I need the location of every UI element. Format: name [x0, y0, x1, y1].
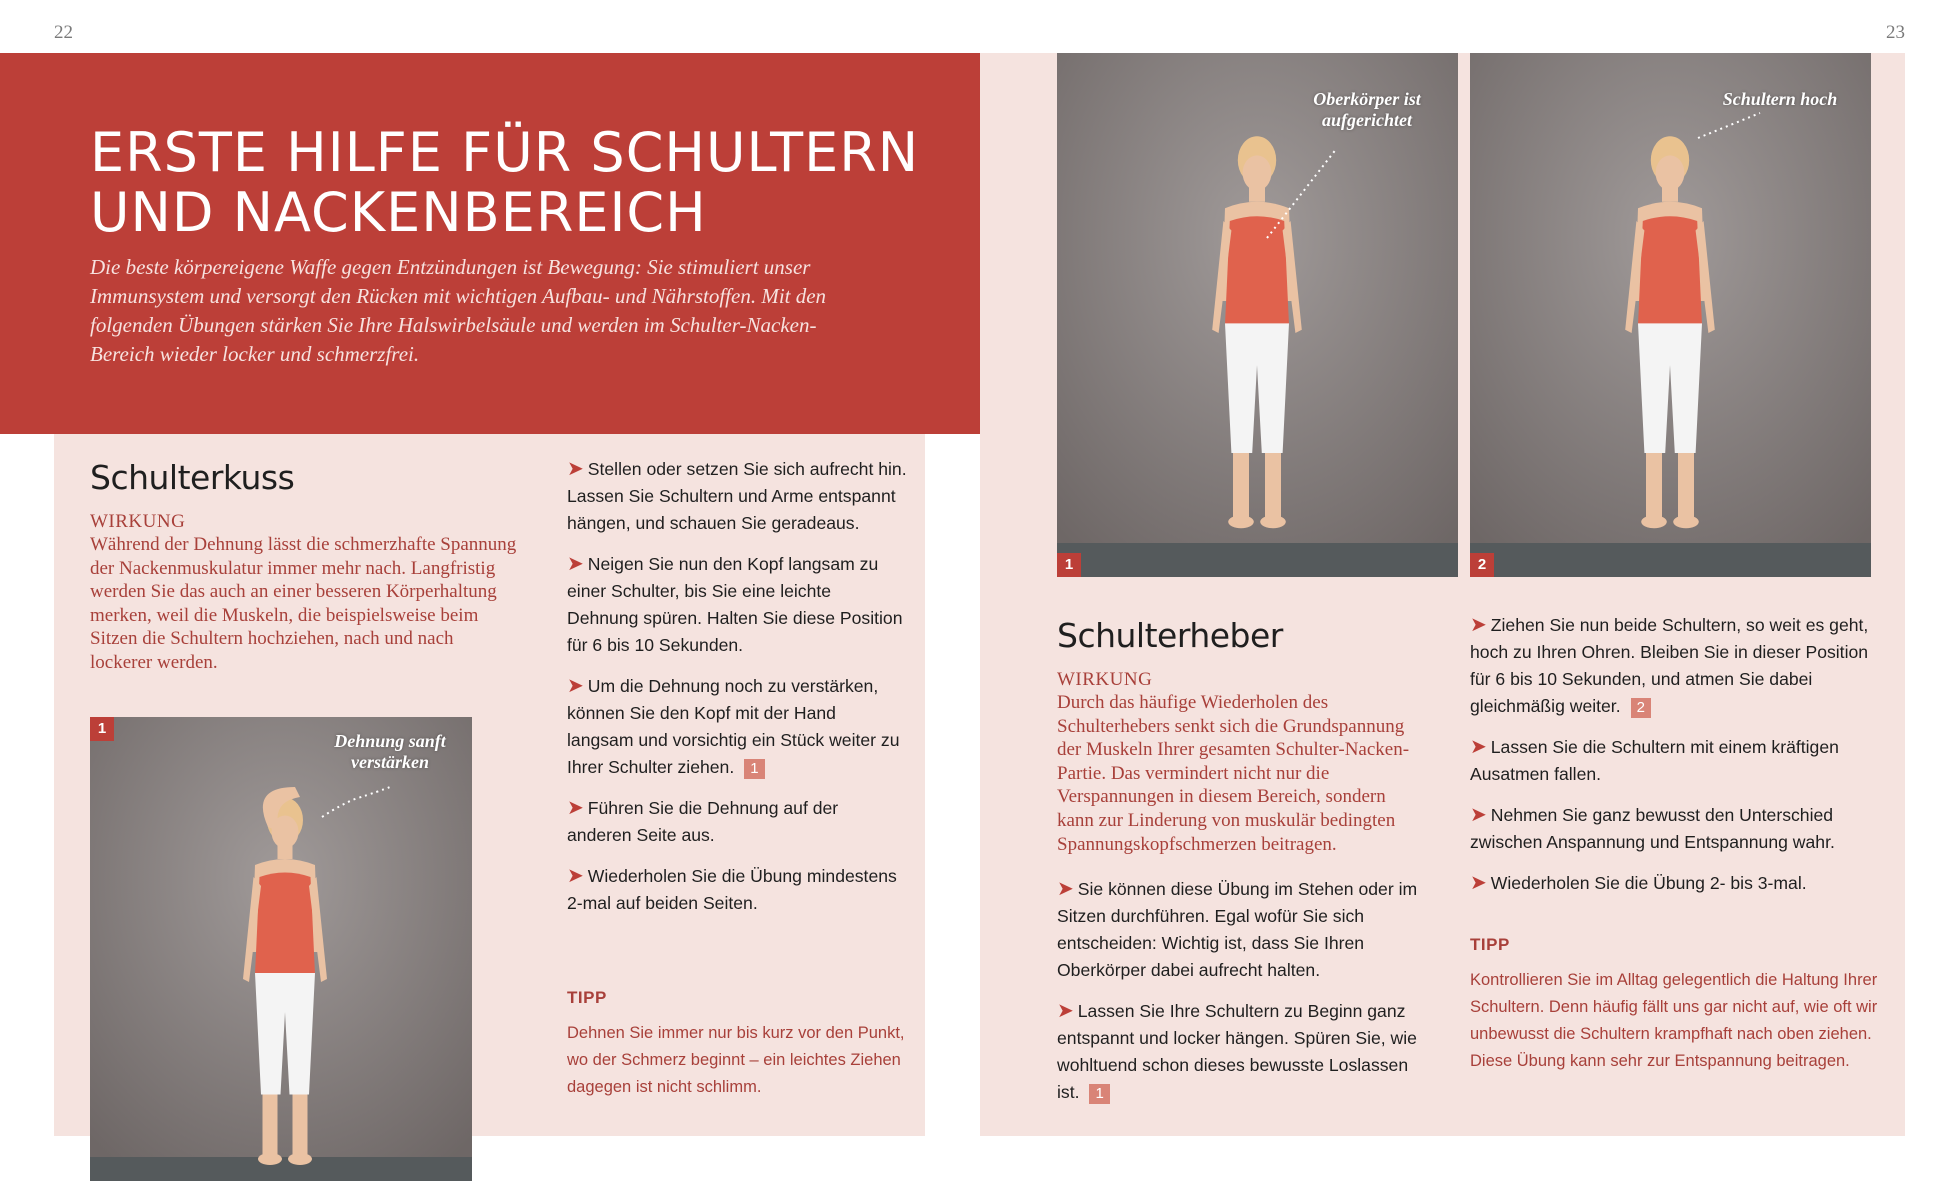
step-item: ➤ Stellen oder setzen Sie sich aufrecht hin. Lassen Sie Schultern und Arme entspannt hängen, und schauen Sie geradeaus.	[567, 458, 907, 533]
schulterkuss-tipp	[567, 988, 907, 1101]
schulterheber-tipp	[1470, 935, 1880, 1075]
photo-caption: Dehnung sanft verstärken	[334, 731, 446, 772]
figure-ref-badge: 1	[744, 759, 764, 779]
arrow-icon: ➤	[1470, 804, 1487, 826]
schulterheber-steps-right	[1470, 612, 1880, 911]
arrow-icon: ➤	[1470, 872, 1487, 894]
schulterkuss-steps	[567, 456, 907, 931]
page-number-right: 23	[1886, 22, 1905, 43]
arrow-icon: ➤	[1057, 1000, 1074, 1023]
schulterheber-title: Schulterheber	[1057, 616, 1283, 655]
photo-badge: 1	[90, 717, 114, 741]
tipp-heading: TIPP	[1470, 935, 1510, 954]
figure-ref-badge: 1	[1089, 1084, 1109, 1104]
photo-image	[1057, 53, 1458, 577]
schulterkuss-section	[90, 458, 520, 675]
exercise-photo-1	[1057, 53, 1458, 577]
intro-text: Die beste körpereigene Waffe gegen Entzündungen ist Bewegung: Sie stimuliert unser Immunsystem und versorgt den Rücken mit wichtigen Aufbau- und Nährstoffen. Mit den folgenden Übungen stärken Sie Ihre Halswirbelsäule und werden im Schulter-Nacken-Bereich wieder locker und schmerzfrei.	[90, 255, 827, 366]
photo-caption: Schultern hoch	[1722, 89, 1838, 109]
tipp-text: Dehnen Sie immer nur bis kurz vor den Punkt, wo der Schmerz beginnt – ein leichtes Ziehen dagegen ist nicht schlimm.	[567, 1024, 905, 1096]
step-item: ➤ Um die Dehnung noch zu verstärken, können Sie den Kopf mit der Hand langsam und vorsichtig ein Stück weiter zu Ihrer Schulter ziehen. 1	[567, 675, 900, 777]
step-item: ➤ Wiederholen Sie die Übung 2- bis 3-mal.	[1470, 872, 1807, 894]
wirkung-label: WIRKUNG	[90, 511, 186, 532]
photo-badge: 1	[1057, 553, 1081, 577]
figure-ref-badge: 2	[1631, 698, 1651, 718]
tipp-heading: TIPP	[567, 988, 607, 1007]
photo-image	[1470, 53, 1871, 577]
photo-caption: Oberkörper ist aufgerichtet	[1313, 89, 1421, 130]
page-title: ERSTE HILFE FÜR SCHULTERN UND NACKENBEREICH	[90, 121, 920, 244]
arrow-icon: ➤	[567, 675, 584, 697]
step-item: ➤ Lassen Sie die Schultern mit einem kräftigen Ausatmen fallen.	[1470, 736, 1839, 784]
arrow-icon: ➤	[1470, 736, 1487, 758]
schulterheber-steps-left	[1057, 876, 1427, 1106]
exercise-photo-2	[1470, 53, 1871, 577]
wirkung-text: Während der Dehnung lässt die schmerzhafte Spannung der Nackenmuskulatur immer mehr nach. Langfristig werden Sie das auch an einer besseren Körperhaltung merken, weil die Muskeln, die beispielsweise beim Sitzen die Schultern hochziehen, nach und nach lockerer werden.	[90, 534, 517, 673]
hero-banner	[0, 53, 980, 434]
arrow-icon: ➤	[567, 553, 584, 575]
exercise-photo-schulterkuss	[90, 717, 472, 1181]
step-item: ➤ Nehmen Sie ganz bewusst den Unterschied zwischen Anspannung und Entspannung wahr.	[1470, 804, 1835, 852]
photo-badge: 2	[1470, 553, 1494, 577]
wirkung-label: WIRKUNG	[1057, 669, 1153, 690]
step-item: ➤ Neigen Sie nun den Kopf langsam zu einer Schulter, bis Sie eine leichte Dehnung spüren. Halten Sie diese Position für 6 bis 10 Sekunden.	[567, 553, 903, 655]
arrow-icon: ➤	[567, 865, 584, 887]
schulterkuss-title: Schulterkuss	[90, 458, 295, 497]
photo-image	[90, 717, 472, 1181]
arrow-icon: ➤	[567, 797, 584, 819]
step-item: ➤ Sie können diese Übung im Stehen oder im Sitzen durchführen. Egal wofür Sie sich entscheiden: Wichtig ist, dass Sie Ihren Oberkörper dabei aufrecht halten.	[1057, 878, 1418, 981]
schulterheber-section	[1057, 616, 1427, 1120]
step-item: ➤ Wiederholen Sie die Übung mindestens 2-mal auf beiden Seiten.	[567, 865, 897, 913]
page-number-left: 22	[54, 22, 73, 43]
step-item: ➤ Ziehen Sie nun beide Schultern, so weit es geht, hoch zu Ihren Ohren. Bleiben Sie in dieser Position für 6 bis 10 Sekunden, und atmen Sie dabei gleichmäßig weiter. 2	[1470, 614, 1869, 716]
step-item: ➤ Lassen Sie Ihre Schultern zu Beginn ganz entspannt und locker hängen. Spüren Sie, wie wohltuend schon dieses bewusste Loslassen ist. 1	[1057, 1000, 1417, 1103]
arrow-icon: ➤	[1057, 878, 1074, 901]
step-item: ➤ Führen Sie die Dehnung auf der anderen Seite aus.	[567, 797, 839, 845]
arrow-icon: ➤	[1470, 614, 1487, 636]
tipp-text: Kontrollieren Sie im Alltag gelegentlich die Haltung Ihrer Schultern. Denn häufig fällt uns gar nicht auf, wie oft wir unbewusst die Schultern krampfhaft nach oben ziehen. Diese Übung kann sehr zur Entspannung beitragen.	[1470, 971, 1878, 1070]
arrow-icon: ➤	[567, 458, 584, 480]
wirkung-text: Durch das häufige Wiederholen des Schulterhebers senkt sich die Grundspannung der Muskeln Ihrer gesamten Schulter-Nacken-Partie. Das vermindert nicht nur die Verspannungen in diesem Bereich, sondern kann zur Linderung von muskulär bedingten Spannungskopfschmerzen beitragen.	[1057, 692, 1410, 855]
